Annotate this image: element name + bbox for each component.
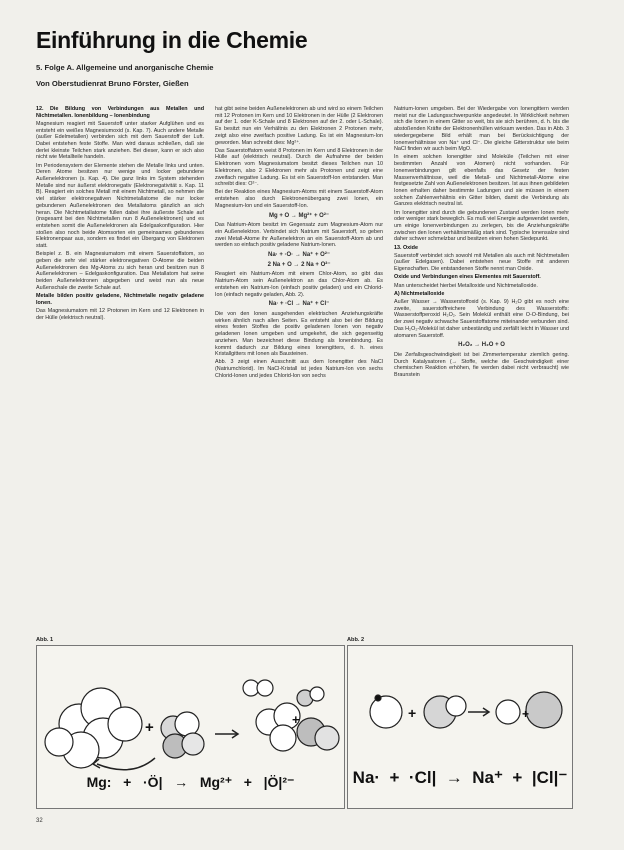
paragraph: Man unterscheidet hierbei Metalloxide und Nichtmetalloxide. bbox=[394, 282, 538, 289]
equation: 2 Na + O → 2 Na + O²⁻ bbox=[267, 261, 331, 268]
reaction-arrow bbox=[468, 708, 489, 716]
eq-rhs1: Mg²⁺ bbox=[199, 774, 233, 790]
paragraph: Die von den Ionen ausgehenden elektrischen Anziehungskräfte wirken ähnlich nach allen Seiten. Es entsteht also bei der Bildung eines festen Stoffes die positiv geladenen Ionen von negativ geladenen Ionen umgeben und umgekehrt, die sich gegenseitig anziehen. Man bezeichnet diese Bindung als Ionenbindung. Es kommt dadurch zur Bildung eines Ionengitters, d. h. eines Kristallgitters mit Ionen als Bausteinen. bbox=[215, 310, 383, 358]
paragraph: Magnesium reagiert mit Sauerstoff unter starker Aufglühen und es entsteht ein weißes Magnesiumoxid (s. Kap. 7). Auch andere Metalle (außer Edelmetallen) verbinden sich mit dem Sauerstoff der Luft. Dabei entstehen feste Stoffe. Man wird daraus schließen, daß sie derlei kleinste Teilchen stark anziehen. Bei dieser, kann er sich also nicht wie Metallteile handeln. bbox=[36, 120, 204, 161]
rule-statement: Metalle bilden positiv geladene, Nichtmetalle negativ geladene Ionen. bbox=[36, 292, 204, 306]
paragraph: In einem solchen Ionengitter sind Moleküle (Teilchen mit einer bestimmten Anzahl von Atomen) nicht vorhanden. Für Ionenverbindungen gilt ebenfalls das Gesetz der festen Massenverhältnisse, weil die Metall- und Nichtmetall-Atome eine festgesetzte Zahl von Außenelektronen besitzen. Ist aus ihnen gebildeten Ionen erhalten daher bestimmte Ladungen und sie müssen in einem solchen Zahlenverhältnis ein Gitter bilden, damit die Verbindung als Ganzes elektrisch neutral ist. bbox=[394, 154, 570, 208]
page-number: 32 bbox=[36, 818, 43, 824]
magnesium-atom bbox=[45, 688, 142, 768]
author-line: Von Oberstudienrat Bruno Förster, Gießen bbox=[36, 79, 189, 88]
eq-lhs1: Na· bbox=[352, 768, 381, 787]
eq-plus: + bbox=[389, 768, 400, 787]
equation: Mg + O → Mg²⁺ + O²⁻ bbox=[269, 212, 329, 219]
text-column-2 bbox=[215, 106, 383, 381]
paragraph: Außer Wasser → Wasserstoffoxid (s. Kap. 9) H₂O gibt es noch eine zweite, sauerstoffreichere Verbindung des Wasserstoffs: Wasserstoffperoxid H₂O₂. Sein Molekül enthält eine O-O-Bindung, bei der zwei negativ schwache Sauerstoffatome miteinander verbunden sind. Das H₂O₂-Molekül ist daher unbeständig und zerfällt leicht in Wasser und atomaren Sauerstoff. bbox=[394, 298, 569, 339]
plus-sign: + bbox=[408, 705, 417, 721]
paragraph: Natrium-Ionen umgeben. Bei der Wiedergabe von Ionengittern werden meist nur die Ladungsschwerpunkte angedeutet. In Wirklichkeit nehmen sich die Ionen in einem Gitter so weit, bis sie sich berühren, d. h. bis die abstoßenden Kräfte der Elektronenhüllen wirksam werden. Das in Abb. 3 wiedergegebene Bild erhält man bei Berücksichtigung der Ionenverhältnisse von Na⁺ und Cl⁻. Die gleiche Gitterstruktur wie beim NaCl finden wir auch beim MgO. bbox=[394, 106, 569, 153]
figure-2-label: Abb. 2 bbox=[347, 637, 365, 643]
paragraph: Beispiel z. B. ein Magnesiumatom mit einem Sauerstoffatom, so geben die sehr viel stärker elektronegativen O-Atome die beiden Außenelektronen des Mg-Atoms zu sich heran und besitzen nun 8 Außenelektronen – Edelgaskonfiguration. Das Metallatom hat seine beiden Außenelektronen abgegeben und weist nun als neue Außenschale die zweite Schale auf. bbox=[36, 251, 204, 291]
paragraph: Im Ionengitter sind durch die gebundenen Zustand werden Ionen mehr oder weniger stark beweglich. Es muß viel Energie aufgewendet werden, um einige Ionenverbindungen zu zerlegen, bis die Anziehungskräfte zwischen den Ionen verhältnismäßig stark sind. Typische Ionensalze sind daher schwer schmelzbar und besitzen einen hohen Siedepunkt. bbox=[394, 209, 569, 243]
figure-1 bbox=[36, 645, 345, 809]
chlorine-atom bbox=[424, 696, 466, 728]
equation: H₂O₂ → H₂O + O bbox=[458, 342, 505, 349]
page-title: Einführung in die Chemie bbox=[36, 27, 308, 53]
eq-rhs2: |Cl|⁻ bbox=[531, 768, 568, 787]
paragraph: Die Zerfallsgeschwindigkeit ist bei Zimmertemperatur ziemlich gering. Durch Katalysatoren (→ Stoffe, welche die Geschwindigkeit einer chemischen Reaktion erhöhen, fie werden dabei nicht verbraucht) wie Braunstein bbox=[394, 351, 569, 379]
eq-rhs2: |Ö|²⁻ bbox=[263, 774, 295, 790]
oxygen-atom bbox=[161, 712, 204, 758]
eq-arrow: → bbox=[174, 774, 189, 790]
text-column-1 bbox=[36, 106, 204, 323]
paragraph: Bei der Reaktion eines Magnesium-Atoms mit einem Sauerstoff-Atom entstehen also durch Elektronenübergang zwei Ionen, ein Magnesium-Ion und ein Sauerstoff-Ion. bbox=[215, 189, 383, 209]
equation: Na· + ·Cl → Na⁺ + Cl⁻ bbox=[268, 301, 330, 308]
eq-lhs2: ·Ö| bbox=[143, 774, 163, 790]
text-column-3 bbox=[394, 106, 569, 380]
definition: Oxide und Verbindungen eines Elementes mit Sauerstoff. bbox=[394, 274, 541, 281]
eq-lhs2: ·Cl| bbox=[408, 768, 437, 787]
sodium-ion bbox=[496, 700, 520, 724]
paragraph: hat gibt seine beiden Außenelektronen ab und wird so einem Teilchen mit 12 Protonen im Kern und 10 Elektronen in der Hülle (2 Elektronen auf der 1. oder K-Schale und 8 Elektronen auf der 2. oder L-Schale). Es besitzt nun ein Verhältnis zu den Elektronen 2 Protonen mehr, zeigt also eine zweifach positive Ladung. Es ist ein Magnesium-Ion geworden. Man schreibt dies: Mg²⁺. bbox=[215, 106, 383, 146]
paragraph: Das Natrium-Atom besitzt im Gegensatz zum Magnesium-Atom nur ein Außenelektron. Verbindet sich Natrium mit Sauerstoff, so geben zwei Metall-Atome ihr Außenelektron an ein Sauerstoff-Atom ab und werden so einfach positiv geladene Natrium-Ionen. bbox=[215, 222, 383, 249]
paragraph: Im Periodensystem der Elemente stehen die Metalle links und unten. Deren Atome besitzen nur wenige und locker gebundene Außenelektronen (s. Kap. 4). Die ganz links im System stehenden Metalle sind nur äußerst elektronegativ (Elektronegativität s. Kap. 11 B). Reagiert ein solches Metall mit einem Nichtmetall, so nehmen die viel stärker elektronegativen Nichtmetallatome die nur locker gebundenen Außenelektronen des Metallatoms gänzlich an sich heran. Die Nichtmetallatome füllen dabei ihre äußerste Schale auf (insgesamt bei den Nichtmetallen nun 8 Außenelektronen) und es entstehen somit die Außenelektronen als Edelgaskonfiguration. Hier stoßen also noch beide Atomsorten ein gemeinsames gebundenes Elektronenpaar aus, sondern es findet ein Übergang von Elektronen statt. bbox=[36, 162, 204, 250]
series-line: 5. Folge A. Allgemeine und anorganische Chemie bbox=[36, 63, 214, 72]
figure-2-equation bbox=[348, 768, 572, 788]
section-heading-12: 12. Die Bildung von Verbindungen aus Metallen und Nichtmetallen. Ionenbildung – Ionenbindung bbox=[36, 106, 204, 119]
sodium-atom bbox=[370, 695, 402, 728]
eq-plus: + bbox=[123, 774, 132, 790]
eq-plus: + bbox=[243, 774, 252, 790]
figure-1-label: Abb. 1 bbox=[36, 637, 54, 643]
chloride-ion bbox=[526, 692, 562, 728]
plus-sign: + bbox=[292, 712, 300, 727]
figure-2 bbox=[347, 645, 573, 809]
section-heading-13: 13. Oxide bbox=[394, 244, 418, 251]
plus-sign: + bbox=[522, 707, 530, 721]
equation: Na· + ·O· → Na⁺ + O²⁻ bbox=[267, 252, 330, 259]
paragraph: Sauerstoff verbindet sich sowohl mit Metallen als auch mit Nichtmetallen (außer Edelgasen). Dabei entstehen neue Stoffe mit anderen Eigenschaften. Die entstandenen Stoffe nennt man Oxide. bbox=[394, 252, 569, 273]
eq-rhs1: Na⁺ bbox=[472, 768, 503, 787]
eq-arrow: → bbox=[445, 768, 463, 787]
eq-lhs1: Mg: bbox=[86, 774, 112, 790]
subheading: A) Nichtmetalloxide bbox=[394, 290, 445, 297]
paragraph: Das Sauerstoffatom weist 8 Protonen im Kern und 8 Elektronen in der Hülle auf (elektrisch neutral). Durch die Aufnahme der beiden Elektronen vom Magnesiumatom besitzt dieses Teilchen nun 10 Elektronen, also 2 Elektronen mehr als Protonen und zeigt eine zweifach negative Ladung. Es ist ein Sauerstoff-Ion entstanden. Man schreibt dies: O²⁻. bbox=[215, 147, 383, 188]
paragraph: Abb. 3 zeigt einen Ausschnitt aus dem Ionengitter des NaCl (Natriumchlorid). Im NaCl-Kristall ist jedes Natrium-Ion von sechs Chlorid-Ionen und jedes Chlorid-Ion von sechs bbox=[215, 359, 383, 379]
paragraph: Das Magnesiumatom mit 12 Protonen im Kern und 12 Elektronen in der Hülle (elektrisch neutral). bbox=[36, 307, 204, 321]
paragraph: Reagiert ein Natrium-Atom mit einem Chlor-Atom, so gibt das Natrium-Atom sein Außenelektron an das Chlor-Atom ab. Es entstehen ein Natrium-Ion (einfach positiv geladen) und ein Chlorid-Ion (einfach negativ geladen, Abb. 2). bbox=[215, 271, 383, 298]
plus-sign: + bbox=[145, 719, 154, 736]
eq-plus: + bbox=[512, 768, 523, 787]
oxide-ion bbox=[297, 687, 339, 750]
figure-1-equation bbox=[37, 774, 344, 791]
